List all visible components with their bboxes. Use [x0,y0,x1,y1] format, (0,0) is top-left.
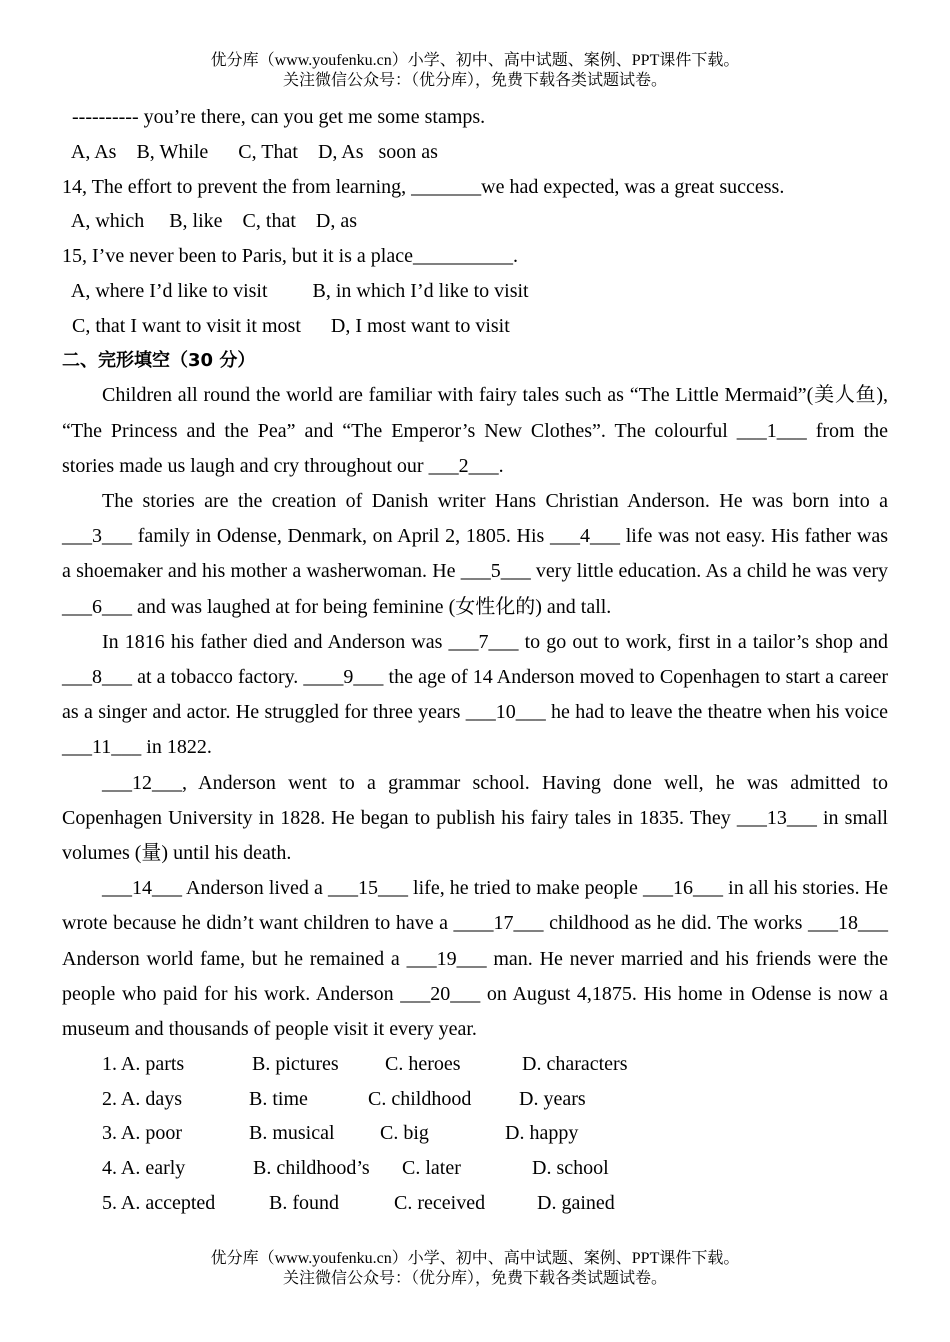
passage-paragraph-5: ___14___ Anderson lived a ___15___ life, he tried to make people ___16___ in all his stories. He wrote because he didn’t want children to have a ____17___ childhood as he did. The works ___18___ Anderson world fame, but he remained a ___19___ man. He never married and his friends were the people who paid for his work. Anderson ___20___ on August 4,1875. His home in Odense is now a museum and thousands of people visit it every year. [62,877,888,1041]
passage-paragraph-3: In 1816 his father died and Anderson was ___7___ to go out to work, first in a tailor’s shop and ___8___ at a tobacco factory. ____9___ the age of 14 Anderson moved to Copenhagen to start a career as a singer and actor. He struggled for three years ___10___ he had to leave the theatre when his voice ___11___ in 1822. [62,630,888,759]
option-c: C. childhood [368,1087,472,1110]
option-d: D. characters [522,1053,628,1076]
option-a: 5. A. accepted [102,1191,216,1214]
footer-line-2: 关注微信公众号：（优分库），免费下载各类试题试卷。 [282,1270,667,1287]
footer-line-1: 优分库（www.youfenku.cn）小学、初中、高中试题、案例、PPT课件下载。 [210,1250,740,1267]
option-a: 2. A. days [102,1087,182,1110]
question-line: ---------- you’re there, can you get me some stamps. [62,106,486,128]
option-c: C. later [402,1156,461,1179]
question-14: 14, The effort to prevent the from learning, _______we had expected, was a great success. [62,175,785,198]
option-row-1 [102,1047,888,1082]
question-options: A, As B, While C, That D, As soon as [62,140,438,163]
option-a: 1. A. parts [102,1053,185,1076]
option-a: 4. A. early [102,1156,186,1179]
passage-paragraph-4: ___12___, Anderson went to a grammar school. Having done well, he was admitted to Copenhagen University in 1828. He began to publish his fairy tales in 1835. They ___13___ in small volumes (量) until his death. [62,771,888,865]
header-line-1: 优分库（www.youfenku.cn）小学、初中、高中试题、案例、PPT课件下载。 [210,52,740,69]
question-15: 15, I’ve never been to Paris, but it is a place__________. [62,245,518,268]
page-header [0,51,950,91]
option-d: D. gained [537,1191,615,1214]
option-d: D. school [532,1156,609,1179]
option-row-5 [102,1186,888,1221]
question-14-options: A, which B, like C, that D, as [62,210,357,233]
option-b: B. time [249,1087,308,1110]
answer-options [62,1047,888,1220]
option-b: B. pictures [252,1053,339,1076]
question-15-options-cd: C, that I want to visit it most D, I most want to visit [62,314,510,337]
option-row-4 [102,1151,888,1186]
option-b: B. found [269,1191,339,1214]
option-b: B. musical [249,1122,335,1145]
document-body [62,100,888,1220]
section-heading: 二、完形填空（30 分） [62,349,256,371]
passage-paragraph-2: The stories are the creation of Danish writer Hans Christian Anderson. He was born into a ___3___ family in Odense, Denmark, on April 2, 1805. His ___4___ life was not easy. His father was a shoemaker and his mother a washerwoman. He ___5___ very little education. As a child he was very ___6___ and was laughed at for being feminine (女性化的) and tall. [62,489,888,618]
question-15-options-ab: A, where I’d like to visit B, in which I’d like to visit [62,279,529,302]
passage-paragraph-1: Children all round the world are familiar with fairy tales such as “The Little Mermaid”(美人鱼), “The Princess and the Pea” and “The Emperor’s New Clothes”. The colourful ___1___ from the stories made us laugh and cry throughout our ___2___. [62,384,888,477]
option-c: C. received [394,1191,486,1214]
option-d: D. happy [505,1122,579,1145]
option-a: 3. A. poor [102,1122,182,1145]
page-footer [0,1249,950,1289]
option-row-3 [102,1116,888,1151]
header-line-2: 关注微信公众号：（优分库），免费下载各类试题试卷。 [282,72,667,89]
option-b: B. childhood’s [253,1156,370,1179]
option-c: C. heroes [385,1053,461,1076]
option-d: D. years [519,1087,586,1110]
option-row-2 [102,1082,888,1117]
option-c: C. big [380,1122,429,1145]
